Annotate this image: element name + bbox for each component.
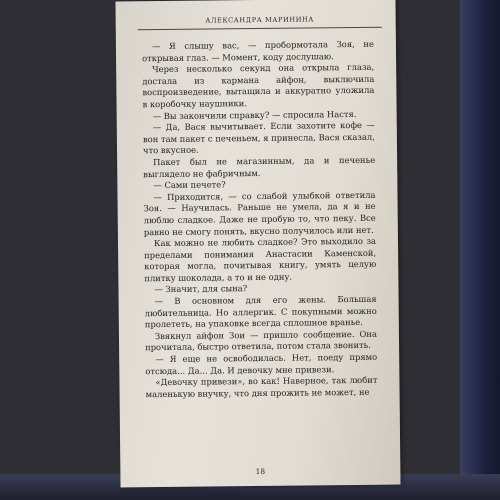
running-header: АЛЕКСАНДРА МАРИНИНА — [205, 15, 315, 25]
header-rule — [138, 27, 382, 31]
paragraph: Через несколько секунд она открыла глаза, достала из кармана айфон, выключила воспроизведение, вытащила и аккуратно уложила в коробочку наушники. — [142, 61, 375, 110]
book-cover-edge — [460, 0, 500, 500]
paragraph: — Да, Вася вычитывает. Если захотите кофе — вон там пакет с печеньем, я принесла, Вася сказал, что вкусное. — [142, 119, 375, 156]
body-text — [142, 39, 378, 401]
paragraph: — Я слышу вас, — пробормотала Зоя, не открывая глаз. — Момент, коду дослушаю. — [142, 38, 374, 63]
paragraph: — Вы закончили справку? — спросила Настя. — [152, 108, 357, 121]
page-number: 18 — [255, 466, 266, 477]
paragraph: Звякнул айфон Зои — пришло сообщение. Она прочитала, быстро ответила, потом стала звонить. — [145, 328, 378, 353]
paragraph: — Я еще не освободилась. Нет, поеду прямо отсюда... Да... Да. И девочку мне привези. — [145, 351, 378, 376]
paragraph: «Девочку привези», во как! Наверное, так любит маленькую внучку, что дня прожить не может, не — [145, 374, 378, 399]
paragraph: Пакет был не магазинным, да и печенье выглядело не фабричным. — [143, 154, 376, 179]
paragraph: Как можно не любить сладкое? Это выходило за пределами понимания Анастасии Каменской, которая могла, почитывая книгу, умять целую плитку шоколада, а то и не одну. — [144, 235, 377, 284]
paragraph: — Сами печете? — [153, 179, 226, 191]
paragraph: — Приходится, — со слабой улыбкой ответила Зоя. — Научилась. Раньше не умела, да я и не люблю сладкое. Даже не пробую то, что пеку. Все равно не смогу понять, вкусно получилось или нет. — [143, 189, 376, 237]
book-page — [115, 0, 400, 487]
paragraph: — В основном для его жены. Большая любительница. Но аллергик. С покупными можно пролететь, на упаковке всегда сплошное вранье. — [144, 293, 377, 330]
paragraph: — Значит, для сына? — [154, 283, 248, 295]
